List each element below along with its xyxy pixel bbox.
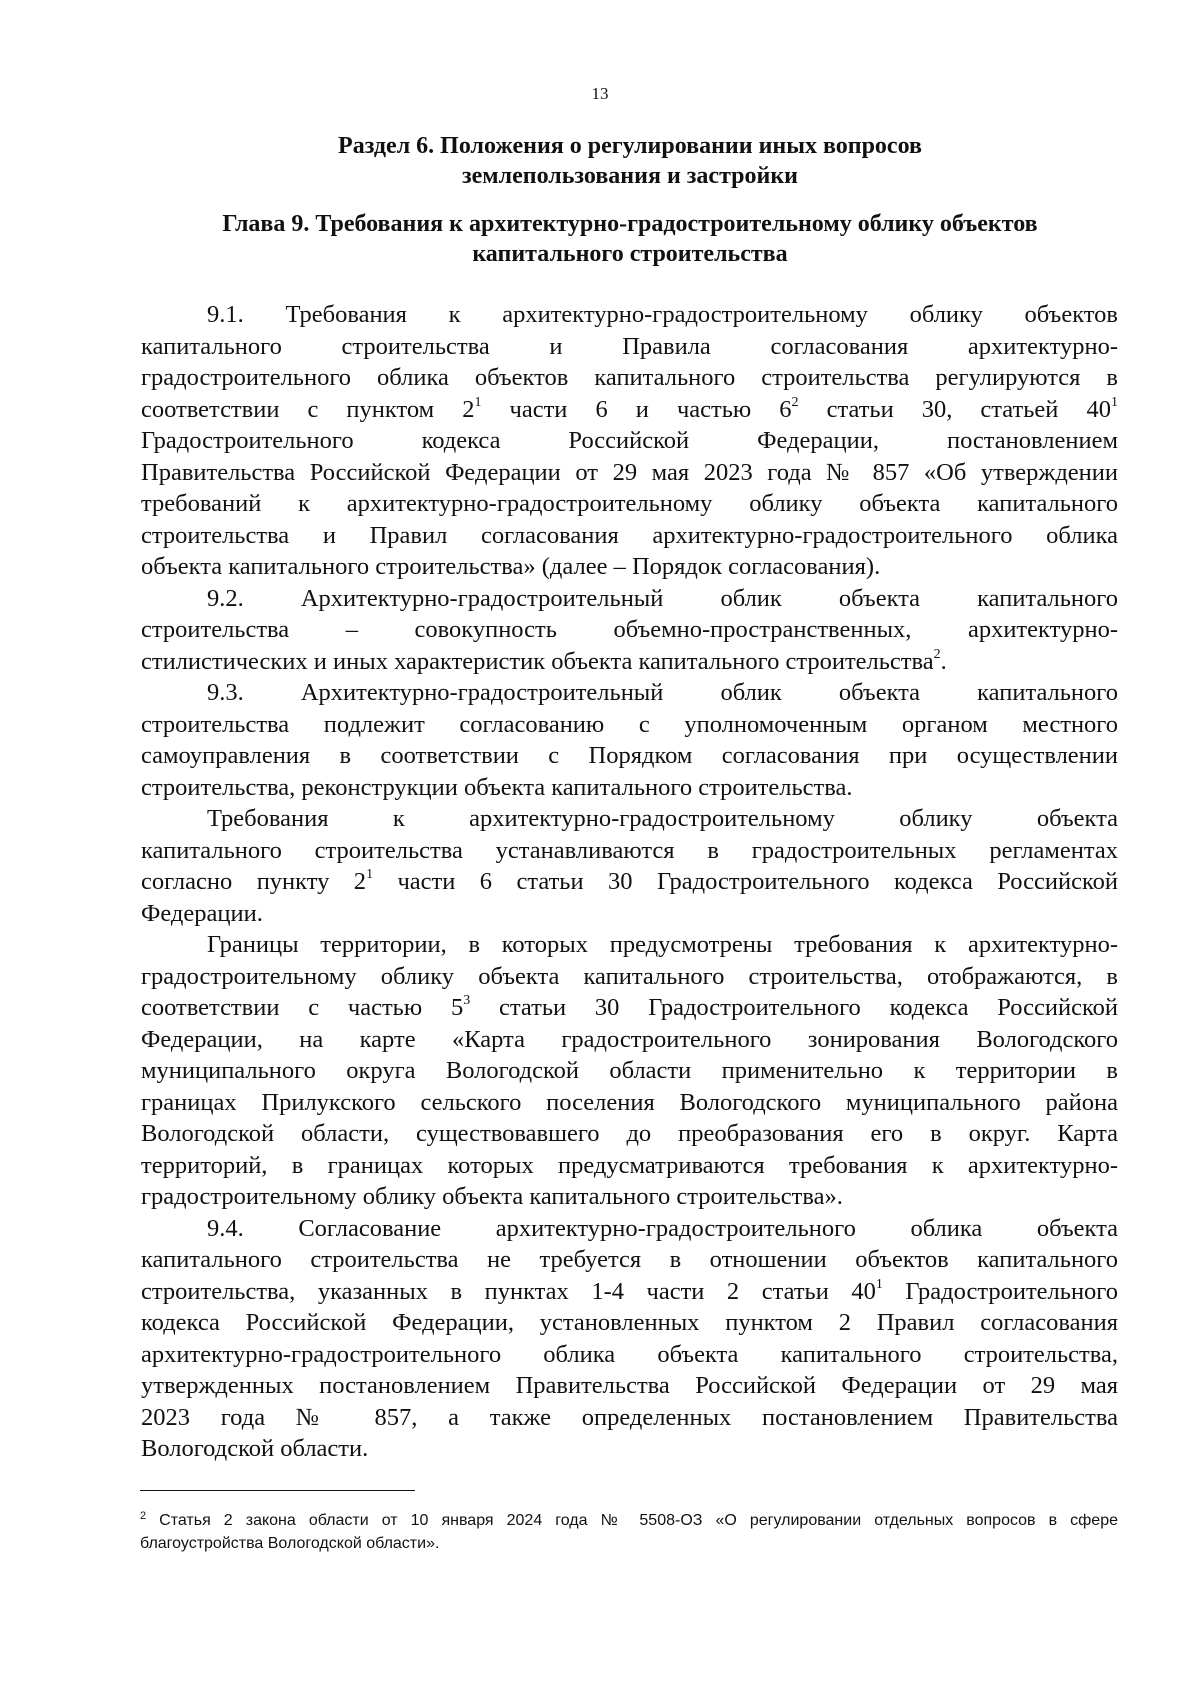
text-line: строительства подлежит согласованию с уполномоченным органом местного	[141, 710, 1118, 738]
paragraph-9-2	[141, 583, 1118, 615]
text-line: объекта капитального строительства» (далее – Порядок согласования).	[141, 553, 881, 580]
text-line: территорий, в границах которых предусматриваются требования к архитектурно-	[141, 1151, 1118, 1179]
text-line: 9.4. Согласование архитектурно-градостроительного облика объекта	[207, 1214, 1118, 1242]
text-line: капитального строительства не требуется в отношении объектов капитального	[141, 1246, 1118, 1273]
superscript: 2	[791, 394, 799, 410]
text-line: 9.3. Архитектурно-градостроительный облик объекта капитального	[207, 679, 1118, 706]
text-line: кодекса Российской Федерации, установленных пунктом 2 Правил согласования	[141, 1309, 1118, 1336]
text-line: градостроительного облика объектов капитального строительства регулируются в	[141, 364, 1118, 391]
section-heading	[140, 131, 1120, 191]
text-line: 9.1. Требования к архитектурно-градостроительному облику объектов	[207, 301, 1118, 328]
text-fragment: статьи 30 Градостроительного кодекса Российской	[470, 994, 1118, 1021]
text-fragment: части 6 и частью 6	[481, 395, 792, 423]
text-line: Требования к архитектурно-градостроительному облику объекта	[207, 805, 1118, 832]
text-fragment: .	[940, 647, 947, 675]
text-line: утвержденных постановлением Правительства Российской Федерации от 29 мая	[141, 1372, 1118, 1399]
text-fragment: соответствии с пунктом 2	[141, 395, 475, 423]
text-line	[141, 1276, 1118, 1308]
text-fragment: согласно пункту 2	[141, 868, 367, 895]
text-line: градостроительному облику объекта капитального строительства».	[141, 1183, 843, 1210]
section-heading-line: землепользования и застройки	[462, 163, 798, 189]
text-line: Правительства Российской Федерации от 29 мая 2023 года № 857 «Об утверждении	[141, 458, 1118, 486]
text-line: 2023 года № 857, а также определенных постановлением Правительства	[141, 1403, 1118, 1431]
text-line: самоуправления в соответствии с Порядком согласования при осуществлении	[141, 742, 1118, 769]
text-line: Федерации, на карте «Карта градостроительного зонирования Вологодского	[141, 1025, 1118, 1053]
document-body	[141, 299, 1118, 1465]
paragraph-9-3	[141, 677, 1118, 709]
superscript: 3	[463, 993, 471, 1008]
text-line	[141, 866, 1118, 898]
text-fragment: стилистических и иных характеристик объекта капитального строительства	[141, 647, 934, 675]
text-line: капитального строительства устанавливаются в градостроительных регламентах	[141, 836, 1118, 864]
paragraph-9-1	[141, 299, 1118, 331]
footnote-reference: 2	[933, 646, 941, 662]
text-line: строительства и Правил согласования архитектурно-градостроительного облика	[141, 521, 1118, 549]
text-line: Федерации.	[141, 899, 263, 927]
text-line: 9.2. Архитектурно-градостроительный облик объекта капитального	[207, 584, 1118, 612]
text-line: Вологодской области.	[141, 1435, 369, 1462]
footnote-separator	[140, 1490, 415, 1491]
text-line: требований к архитектурно-градостроительному облику объекта капитального	[141, 490, 1118, 517]
superscript: 1	[1110, 394, 1118, 410]
footnote-marker: 2	[140, 1510, 147, 1522]
text-line: муниципального округа Вологодской области применительно к территории в	[141, 1057, 1118, 1084]
text-line: Границы территории, в которых предусмотрены требования к архитектурно-	[207, 931, 1118, 958]
superscript: 1	[366, 867, 374, 882]
text-line: границах Прилукского сельского поселения Вологодского муниципального района	[141, 1088, 1118, 1116]
text-line: строительства, реконструкции объекта капитального строительства.	[141, 773, 853, 801]
text-fragment: строительства, указанных в пунктах 1-4 части 2 статьи 40	[141, 1277, 876, 1305]
text-line: капитального строительства и Правила согласования архитектурно-	[141, 332, 1118, 360]
paragraph-boundaries	[141, 929, 1118, 961]
text-fragment: части 6 статьи 30 Градостроительного кодекса Российской	[373, 868, 1119, 895]
text-line: Градостроительного кодекса Российской Федерации, постановлением	[141, 427, 1118, 454]
footnote-line: благоустройства Вологодской области».	[140, 1535, 440, 1552]
page-number: 13	[591, 84, 609, 103]
text-line: градостроительному облику объекта капитального строительства, отображаются, в	[141, 962, 1118, 990]
text-line	[141, 646, 1118, 678]
text-line: архитектурно-градостроительного облика объекта капитального строительства,	[141, 1340, 1118, 1368]
footnote	[140, 1509, 1118, 1555]
section-heading-line: Раздел 6. Положения о регулировании иных вопросов	[338, 133, 922, 159]
paragraph-requirements	[141, 803, 1118, 835]
chapter-heading	[140, 209, 1120, 269]
chapter-heading-line: капитального строительства	[472, 241, 788, 267]
footnote-text: Статья 2 закона области от 10 января 2024 года № 5508-ОЗ «О регулировании отдельных вопросов в сфере	[146, 1512, 1118, 1529]
text-line: Вологодской области, существовавшего до преобразования его в округ. Карта	[141, 1120, 1118, 1147]
paragraph-9-4	[141, 1213, 1118, 1245]
text-fragment: соответствии с частью 5	[141, 994, 464, 1021]
superscript: 1	[875, 1276, 883, 1292]
chapter-heading-line: Глава 9. Требования к архитектурно-градостроительному облику объектов	[222, 211, 1038, 237]
text-fragment: Градостроительного	[882, 1277, 1119, 1305]
text-line	[141, 992, 1118, 1024]
text-fragment: статьи 30, статьей 40	[798, 395, 1111, 423]
superscript: 1	[474, 394, 482, 410]
text-line	[141, 394, 1118, 426]
footnote-line	[140, 1509, 1118, 1532]
text-line: строительства – совокупность объемно-пространственных, архитектурно-	[141, 616, 1118, 643]
